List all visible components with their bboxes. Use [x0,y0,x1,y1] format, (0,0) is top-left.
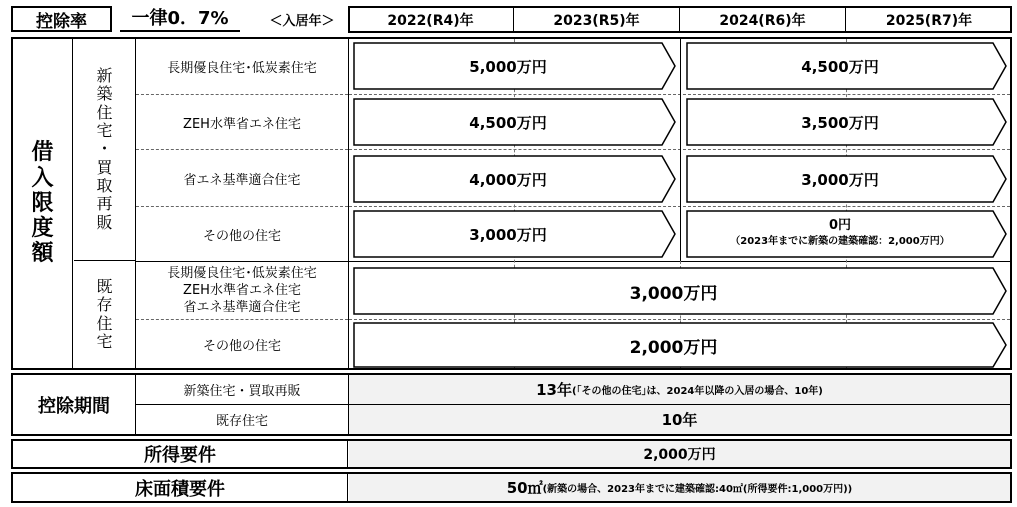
floor-value [349,474,1010,501]
period-value-new [349,375,1010,404]
period-label-new: 新築住宅・買取再販 [183,384,301,399]
year-2023: 2023(R5)年 [514,6,680,33]
floor-note: (新築の場合、2023年までに建築確認:40㎡(所得要件:1,000万円)) [542,484,853,495]
limit-value: 3,500万円 [801,113,879,132]
year-2024: 2024(R6)年 [680,6,846,33]
existing-housing-group-label: 既 存 住 宅 [74,261,136,368]
row-label-existing-other: その他の住宅 [202,338,281,354]
year-label: ＜入居年＞ [269,13,335,29]
row-label-long-life: 長期優良住宅･低炭素住宅 [167,61,317,76]
limit-value: 5,000万円 [469,57,547,76]
period-years: 13年 [536,381,572,399]
limit-value: 3,000万円 [801,170,879,189]
income-value: 2,000万円 [349,441,1010,467]
zero-yen: 0円 [828,218,852,233]
year-2022: 2022(R4)年 [348,6,514,33]
zero-yen-note: （2023年までに新築の建築確認：2,000万円） [730,236,950,247]
year-2025: 2025(R7)年 [885,12,973,29]
limit-value-existing-other: 2,000万円 [629,337,718,358]
period-title: 控除期間 [13,375,136,434]
row-label-energy-standard: 省エネ基準適合住宅 [183,172,301,188]
new-housing-group-label: 新 築 住 宅 ・ 買 取 再 販 [74,39,136,261]
period-note: (｢その他の住宅｣は、2024年以降の入居の場合、10年) [571,386,823,397]
income-title: 所得要件 [13,441,348,467]
limit-value-existing-eco: 3,000万円 [629,283,718,304]
rate-label: 控除率 [11,6,112,32]
limit-value-other-2024 [687,211,993,257]
limit-value: 4,500万円 [469,113,547,132]
row-label-zeh: ZEH水準省エネ住宅 [183,116,301,132]
limit-value: 3,000万円 [469,225,547,244]
limit-value: 4,500万円 [801,57,879,76]
period-label-existing: 既存住宅 [215,414,268,429]
rate-value: 一律0．7% [120,4,240,32]
floor-area: 50㎡ [506,479,543,497]
period-value-existing: 10年 [661,411,698,429]
row-label-other: その他の住宅 [202,228,281,244]
floor-title: 床面積要件 [13,474,348,501]
limit-title: 借 入 限 度 額 [13,39,73,368]
limit-value: 4,000万円 [469,170,547,189]
row-label-existing-eco: 長期優良住宅･低炭素住宅 ZEH水準省エネ住宅 省エネ基準適合住宅 [167,266,317,315]
